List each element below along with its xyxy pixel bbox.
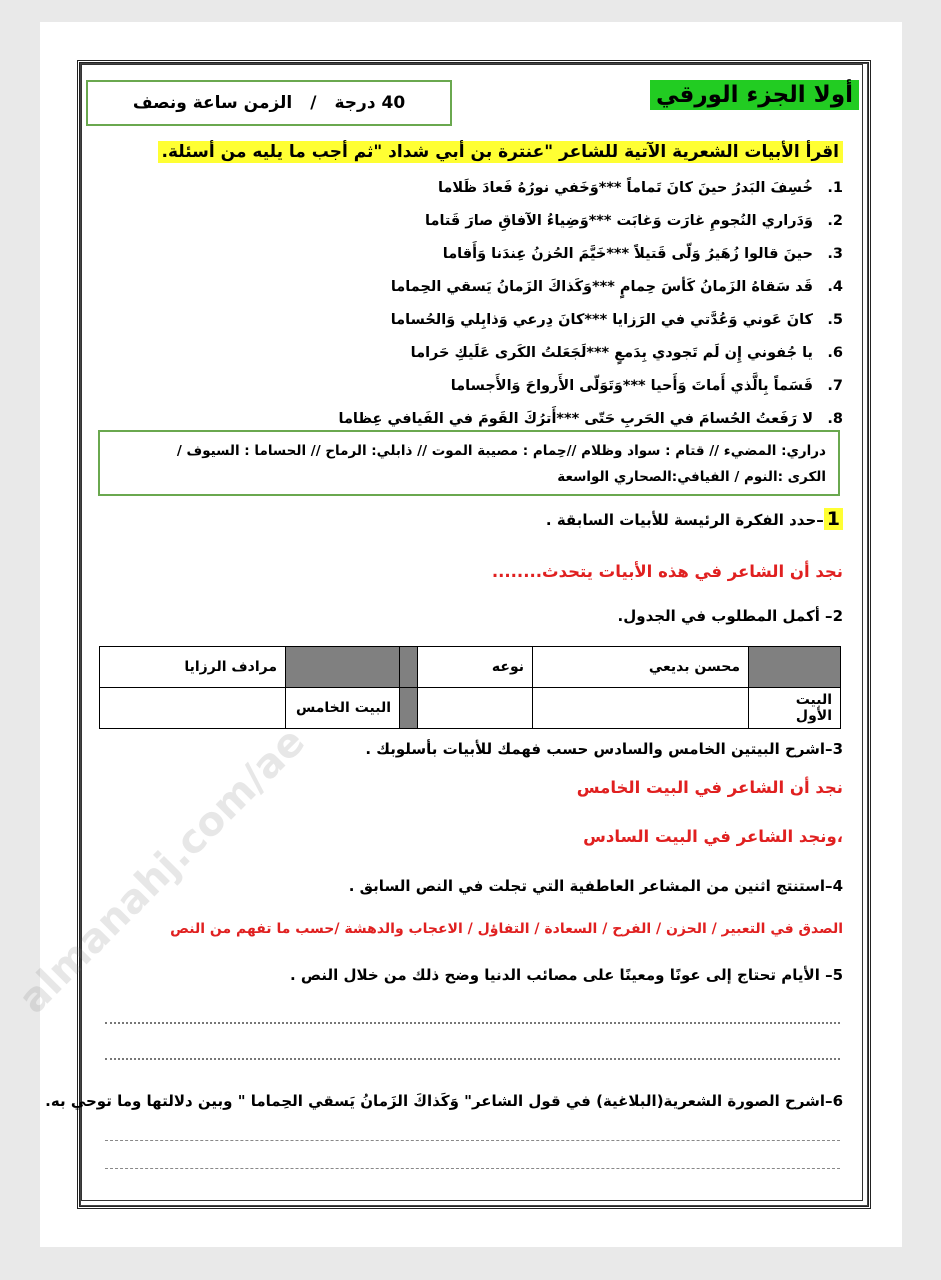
- verse-number: 2.: [827, 213, 843, 229]
- table-header-device: محسن بديعي: [533, 647, 749, 688]
- table-cell-blank: [400, 688, 418, 729]
- instruction: اقرأ الأبيات الشعرية الآتية للشاعر "عنترة بن أبي شداد "ثم أجب ما يليه من أسئلة.: [158, 141, 843, 163]
- question-1: [546, 508, 843, 530]
- answer-line[interactable]: [105, 1058, 840, 1060]
- verse-text: وَدَراري النُجومِ غارَت وَغابَت ***وَضِياءُ الآفاقِ صارَ قَتاما: [425, 213, 813, 229]
- separator: /: [310, 93, 317, 113]
- table-cell-blank: [749, 647, 841, 688]
- question-4: 4–استنتج اثنين من المشاعر العاطفية التي تجلت في النص السابق .: [348, 877, 843, 895]
- verse-item: [103, 238, 843, 271]
- table-row-label-first: البيت الأول: [749, 688, 841, 729]
- verse-item: [103, 304, 843, 337]
- question-3: 3–اشرح البيتين الخامس والسادس حسب فهمك للأبيات بأسلوبك .: [365, 740, 843, 758]
- table-row: [100, 647, 841, 688]
- answer-3-sixth: ،ونجد الشاعر في البيت السادس: [583, 827, 843, 846]
- verse-item: [103, 337, 843, 370]
- question-2: 2– أكمل المطلوب في الجدول.: [617, 607, 843, 625]
- table-cell-blank: [400, 647, 418, 688]
- verse-text: كانَ عَوني وَعُدَّتي في الرَزايا ***كانَ دِرعي وَذابِلي وَالحُساما: [390, 312, 813, 328]
- question-1-text: –حدد الفكرة الرئيسة للأبيات السابقة .: [545, 511, 824, 529]
- answer-line[interactable]: [105, 1022, 840, 1024]
- verse-list: [103, 172, 843, 436]
- verse-item: [103, 271, 843, 304]
- section-title: أولا الجزء الورقي: [650, 80, 859, 110]
- verse-item: [103, 370, 843, 403]
- verse-text: خُسِفَ البَدرُ حينَ كانَ تَماماً ***وَخَفي نورُهُ فَعادَ ظَلاما: [437, 180, 813, 196]
- verse-text: لا رَفَعتُ الحُسامَ في الحَربِ حَتّى ***أَترُكَ القَومَ في الفَيافي عِظاما: [338, 411, 813, 427]
- verse-number: 3.: [827, 246, 843, 262]
- answer-line[interactable]: [105, 1140, 840, 1141]
- verse-number: 1.: [827, 180, 843, 196]
- table-cell-answer[interactable]: [533, 688, 749, 729]
- watermark: almanahj.com/ae: [10, 718, 314, 1023]
- verse-text: يا جُفوني إِن لَم تَجودي بِدَمعٍ ***لَجَعَلتُ الكَرى عَلَيكِ حَراما: [410, 345, 813, 361]
- verse-item: [103, 172, 843, 205]
- verse-number: 4.: [827, 279, 843, 295]
- verse-number: 6.: [827, 345, 843, 361]
- table-row: [100, 688, 841, 729]
- vocab-line-1: دراري: المضيء // قتام : سواد وظلام //حِمام : مصيبة الموت // ذابلي: الرماح // الحساما : السيوف /: [176, 443, 826, 459]
- verse-item: [103, 205, 843, 238]
- table-header-type: نوعه: [418, 647, 533, 688]
- table-cell-answer[interactable]: [418, 688, 533, 729]
- table-row-label-fifth: البيت الخامس: [286, 688, 400, 729]
- time-label: الزمن ساعة ونصف: [132, 93, 293, 113]
- question-6: 6–اشرح الصورة الشعرية(البلاغية) في قول الشاعر" وَكَذاكَ الزَمانُ يَسقي الحِماما " وبين دلالتها وما توحي به.: [45, 1092, 843, 1110]
- verse-text: حينَ قالوا زُهَيرُ وَلّى قَتيلاً ***خَيَّمَ الحُزنُ عِندَنا وَأَقاما: [442, 246, 813, 262]
- verse-number: 8.: [827, 411, 843, 427]
- answer-4: الصدق في التعبير / الحزن / الفرح / السعادة / التفاؤل / الاعجاب والدهشة /حسب ما تفهم من النص: [170, 921, 843, 937]
- answer-3-fifth: نجد أن الشاعر في البيت الخامس: [576, 778, 843, 797]
- table-header-synonym: مرادف الرزايا: [100, 647, 286, 688]
- question-5: 5– الأيام تحتاج إلى عونًا ومعينًا على مصائب الدنيا وضح ذلك من خلال النص .: [289, 966, 843, 984]
- time-grade-box: [86, 80, 452, 126]
- table-cell-blank: [286, 647, 400, 688]
- answer-1: نجد أن الشاعر في هذه الأبيات يتحدث........: [491, 562, 843, 581]
- answer-line[interactable]: [105, 1168, 840, 1169]
- vocabulary-box: [98, 430, 840, 496]
- verse-text: قَد سَقاهُ الزَمانُ كَأسَ حِمامٍ ***وَكَذاكَ الزَمانُ يَسقي الحِماما: [390, 279, 813, 295]
- verse-number: 5.: [827, 312, 843, 328]
- verse-text: قَسَماً بِالَّذي أَماتَ وَأَحيا ***وَتَوَلّى الأَرواحَ وَالأَجساما: [450, 378, 813, 394]
- grade-label: 40 درجة: [334, 93, 406, 113]
- vocab-line-2: الكرى :النوم / الفيافي:الصحاري الواسعة: [557, 469, 826, 485]
- answer-table: [99, 646, 841, 729]
- table-cell-answer[interactable]: [100, 688, 286, 729]
- question-1-number: 1: [824, 508, 843, 530]
- verse-number: 7.: [827, 378, 843, 394]
